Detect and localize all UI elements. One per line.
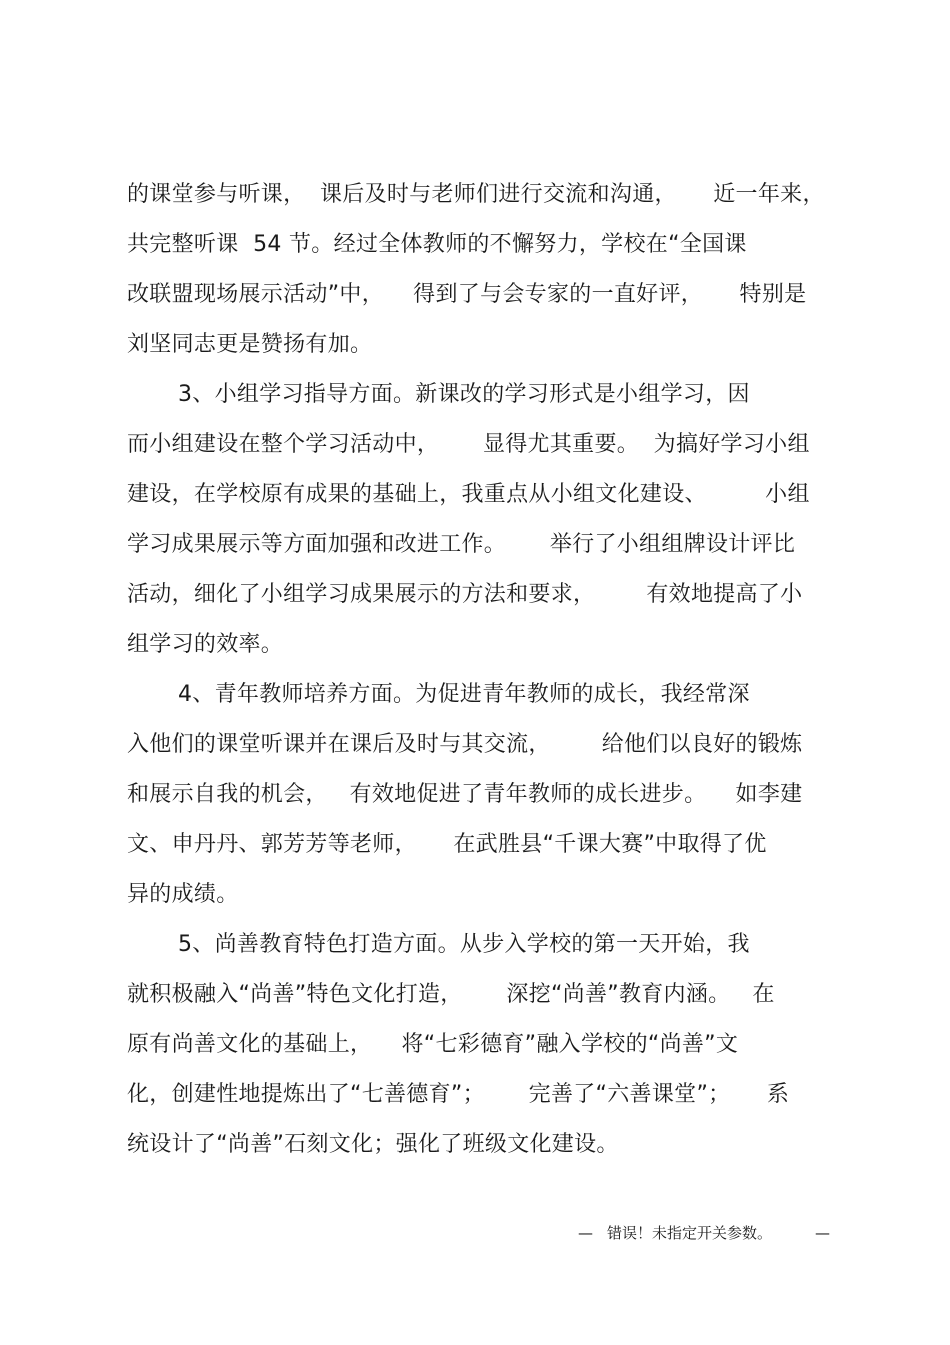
paragraph-4-line: 文、申丹丹、郭芳芳等老师， 在武胜县“千课大赛”中取得了优 — [127, 832, 767, 857]
paragraph-4-line: 异的成绩。 — [127, 882, 239, 907]
body-line: 共完整听课 54 节。经过全体教师的不懈努力，学校在“全国课 — [127, 232, 747, 257]
paragraph-5-line: 原有尚善文化的基础上， 将“七彩德育”融入学校的“尚善”文 — [127, 1032, 739, 1057]
paragraph-3-line: 而小组建设在整个学习活动中， 显得尤其重要。 为搞好学习小组 — [127, 432, 810, 457]
paragraph-5-line: 统设计了“尚善”石刻文化；强化了班级文化建设。 — [127, 1132, 619, 1157]
paragraph-3-line: 组学习的效率。 — [127, 632, 284, 657]
body-line: 改联盟现场展示活动”中， 得到了与会专家的一直好评， 特别是 — [127, 282, 807, 307]
footer-dash-left: — — [578, 1224, 593, 1242]
paragraph-4-line: 入他们的课堂听课并在课后及时与其交流， 给他们以良好的锻炼 — [127, 732, 803, 757]
paragraph-3-line: 建设，在学校原有成果的基础上，我重点从小组文化建设、 小组 — [127, 482, 810, 507]
footer-page-field: 错误！未指定开关参数。 — [607, 1224, 773, 1242]
paragraph-3-line: 3、小组学习指导方面。新课改的学习形式是小组学习，因 — [178, 382, 750, 407]
footer-dash-right: — — [815, 1224, 830, 1242]
paragraph-3-line: 活动，细化了小组学习成果展示的方法和要求， 有效地提高了小 — [127, 582, 803, 607]
paragraph-4-line: 和展示自我的机会， 有效地促进了青年教师的成长进步。 如李建 — [127, 782, 803, 807]
paragraph-3-line: 学习成果展示等方面加强和改进工作。 举行了小组组牌设计评比 — [127, 532, 796, 557]
paragraph-5-line: 化，创建性地提炼出了“七善德育”； 完善了“六善课堂”； 系 — [127, 1082, 790, 1107]
body-line: 刘坚同志更是赞扬有加。 — [127, 332, 373, 357]
paragraph-5-line: 5、尚善教育特色打造方面。从步入学校的第一天开始，我 — [178, 932, 750, 957]
body-line: 的课堂参与听课， 课后及时与老师们进行交流和沟通， 近一年来， — [127, 182, 825, 207]
paragraph-4-line: 4、青年教师培养方面。为促进青年教师的成长，我经常深 — [178, 682, 750, 707]
paragraph-5-line: 就积极融入“尚善”特色文化打造， 深挖“尚善”教育内涵。 在 — [127, 982, 775, 1007]
